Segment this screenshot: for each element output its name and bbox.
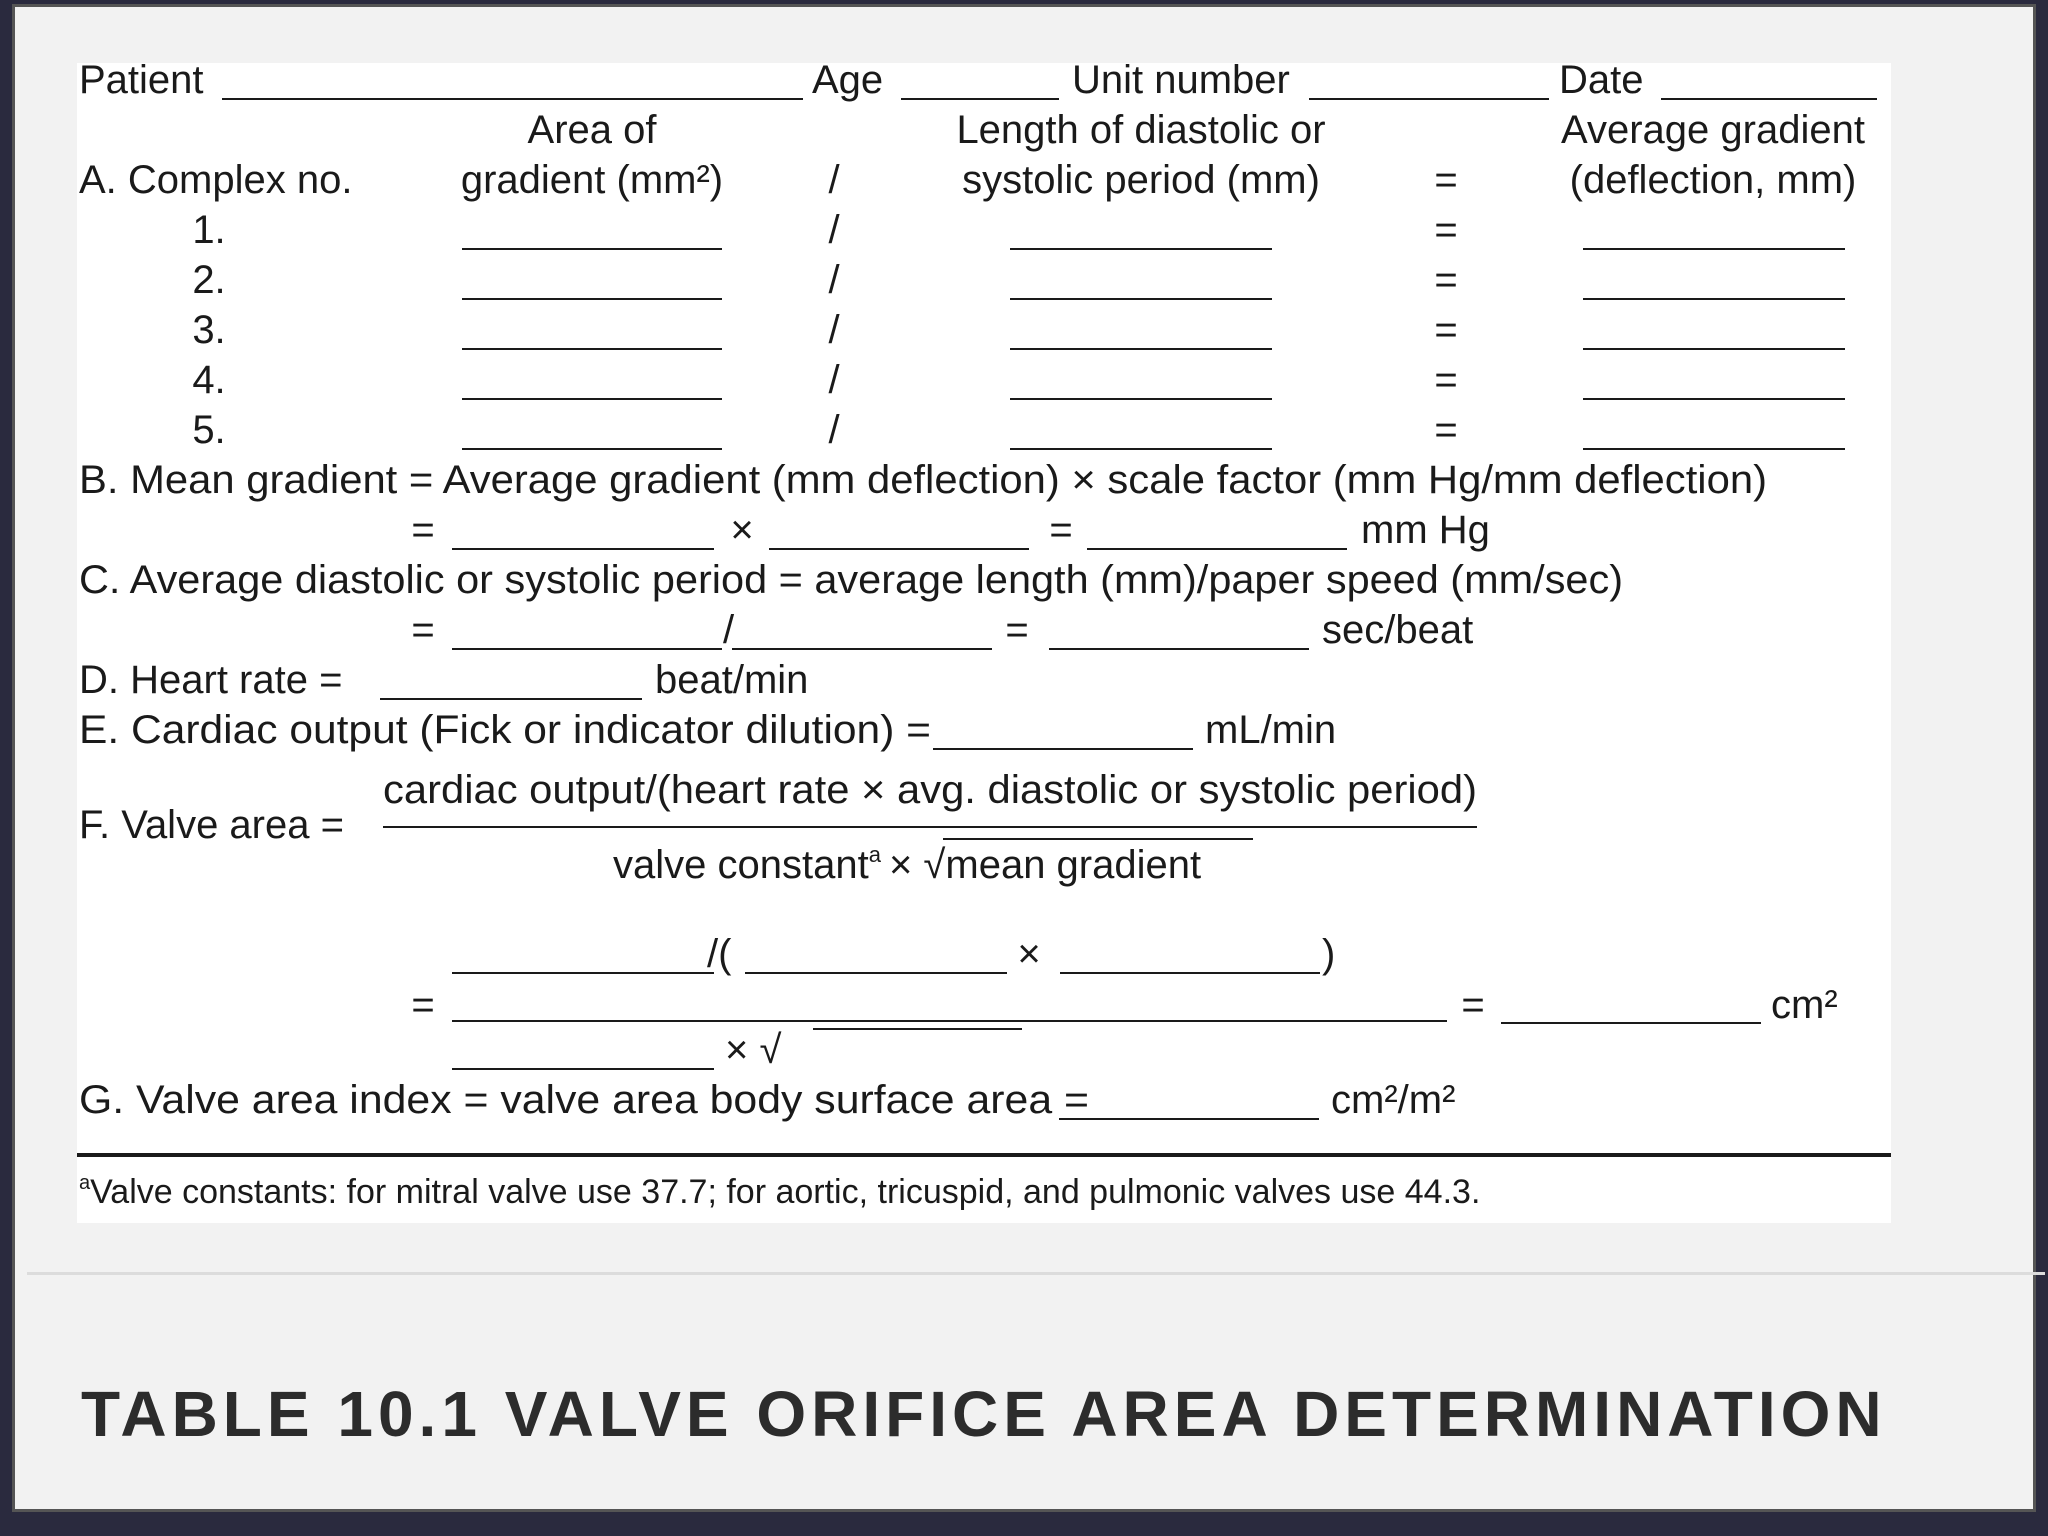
section-c-unit: sec/beat [1322,608,1474,652]
date-label: Date [1559,63,1644,102]
valve-constant-footnote-mark: a [868,842,881,867]
complex-row-4 [192,358,1845,402]
row-equals: = [1434,408,1458,452]
complex-row-2 [192,258,1845,302]
section-f-label: F. Valve area = [79,803,344,847]
section-f-open: /( [707,932,732,976]
section-f-equals-left: = [411,983,435,1027]
row-slash: / [828,258,840,302]
section-f-equals-right: = [1461,983,1485,1027]
complex-row-3 [192,308,1845,352]
section-c-formula: C. Average diastolic or systolic period = average length (mm)/paper speed (mm/sec) [79,558,1623,602]
col-avg-line2: (deflection, mm) [1569,158,1857,202]
section-b-unit: mm Hg [1361,508,1490,552]
row-number: 4. [192,358,226,402]
form-sheet [77,63,1891,1223]
complex-row-1 [192,208,1845,252]
section-d-unit: beat/min [655,658,809,702]
row-number: 1. [192,208,226,252]
bottom-bar [0,1512,2048,1536]
sqrt-mean-gradient-text: × √mean gradient [888,843,1202,887]
section-g-unit: cm²/m² [1331,1078,1456,1122]
valve-constant-text: valve constant [613,843,869,887]
footnote-mark: a [79,1172,91,1194]
row-slash: / [828,408,840,452]
col-area-line2: gradient (mm²) [460,158,724,202]
row-slash: / [828,308,840,352]
section-c-equals-1: = [411,608,435,652]
section-b-formula: B. Mean gradient = Average gradient (mm deflection) × scale factor (mm Hg/mm deflection) [79,458,1767,502]
row-number: 3. [192,308,226,352]
section-f-denominator [613,842,1201,887]
section-f-unit: cm² [1771,983,1838,1027]
row-equals: = [1434,358,1458,402]
section-d-formula: D. Heart rate = [79,658,343,702]
section-c-slash: / [723,608,735,652]
patient-label: Patient [79,63,204,102]
col-equals-header: = [1434,158,1458,202]
section-c-equals-2: = [1005,608,1029,652]
row-equals: = [1434,258,1458,302]
footnote [79,1172,1480,1211]
col-avg-line1: Average gradient [1561,108,1865,152]
col-length-line2: systolic period (mm) [962,158,1320,202]
figure-frame [12,4,2036,1512]
footnote-text: Valve constants: for mitral valve use 37.7; for aortic, tricuspid, and pulmonic valves use 44.3. [90,1173,1481,1211]
row-equals: = [1434,208,1458,252]
section-f-sqrt-part: × √ [725,1028,782,1072]
age-label: Age [812,63,884,102]
figure-caption: TABLE 10.1 VALVE ORIFICE AREA DETERMINATION [81,1378,1887,1450]
col-length-line1: Length of diastolic or [956,108,1326,152]
section-e-unit: mL/min [1205,708,1337,752]
section-f-times: × [1017,932,1041,976]
col-area-line1: Area of [527,108,657,152]
section-b-equals-2: = [1049,508,1073,552]
section-e-formula: E. Cardiac output (Fick or indicator dilution) = [79,708,932,752]
section-f-numerator: cardiac output/(heart rate × avg. diastolic or systolic period) [383,768,1477,812]
section-b-equals-1: = [411,508,435,552]
row-slash: / [828,358,840,402]
caption-divider [27,1272,2045,1275]
row-number: 2. [192,258,226,302]
complex-row-5 [192,408,1845,452]
unit-number-label: Unit number [1072,63,1290,102]
col-slash-header: / [828,158,840,202]
row-slash: / [828,208,840,252]
section-b-times: × [730,508,754,552]
row-equals: = [1434,308,1458,352]
row-number: 5. [192,408,226,452]
section-a-label: A. Complex no. [79,158,353,202]
section-f-close: ) [1322,932,1336,976]
form-drawing [77,63,1891,1223]
section-g-formula: G. Valve area index = valve area body surface area = [79,1078,1089,1122]
